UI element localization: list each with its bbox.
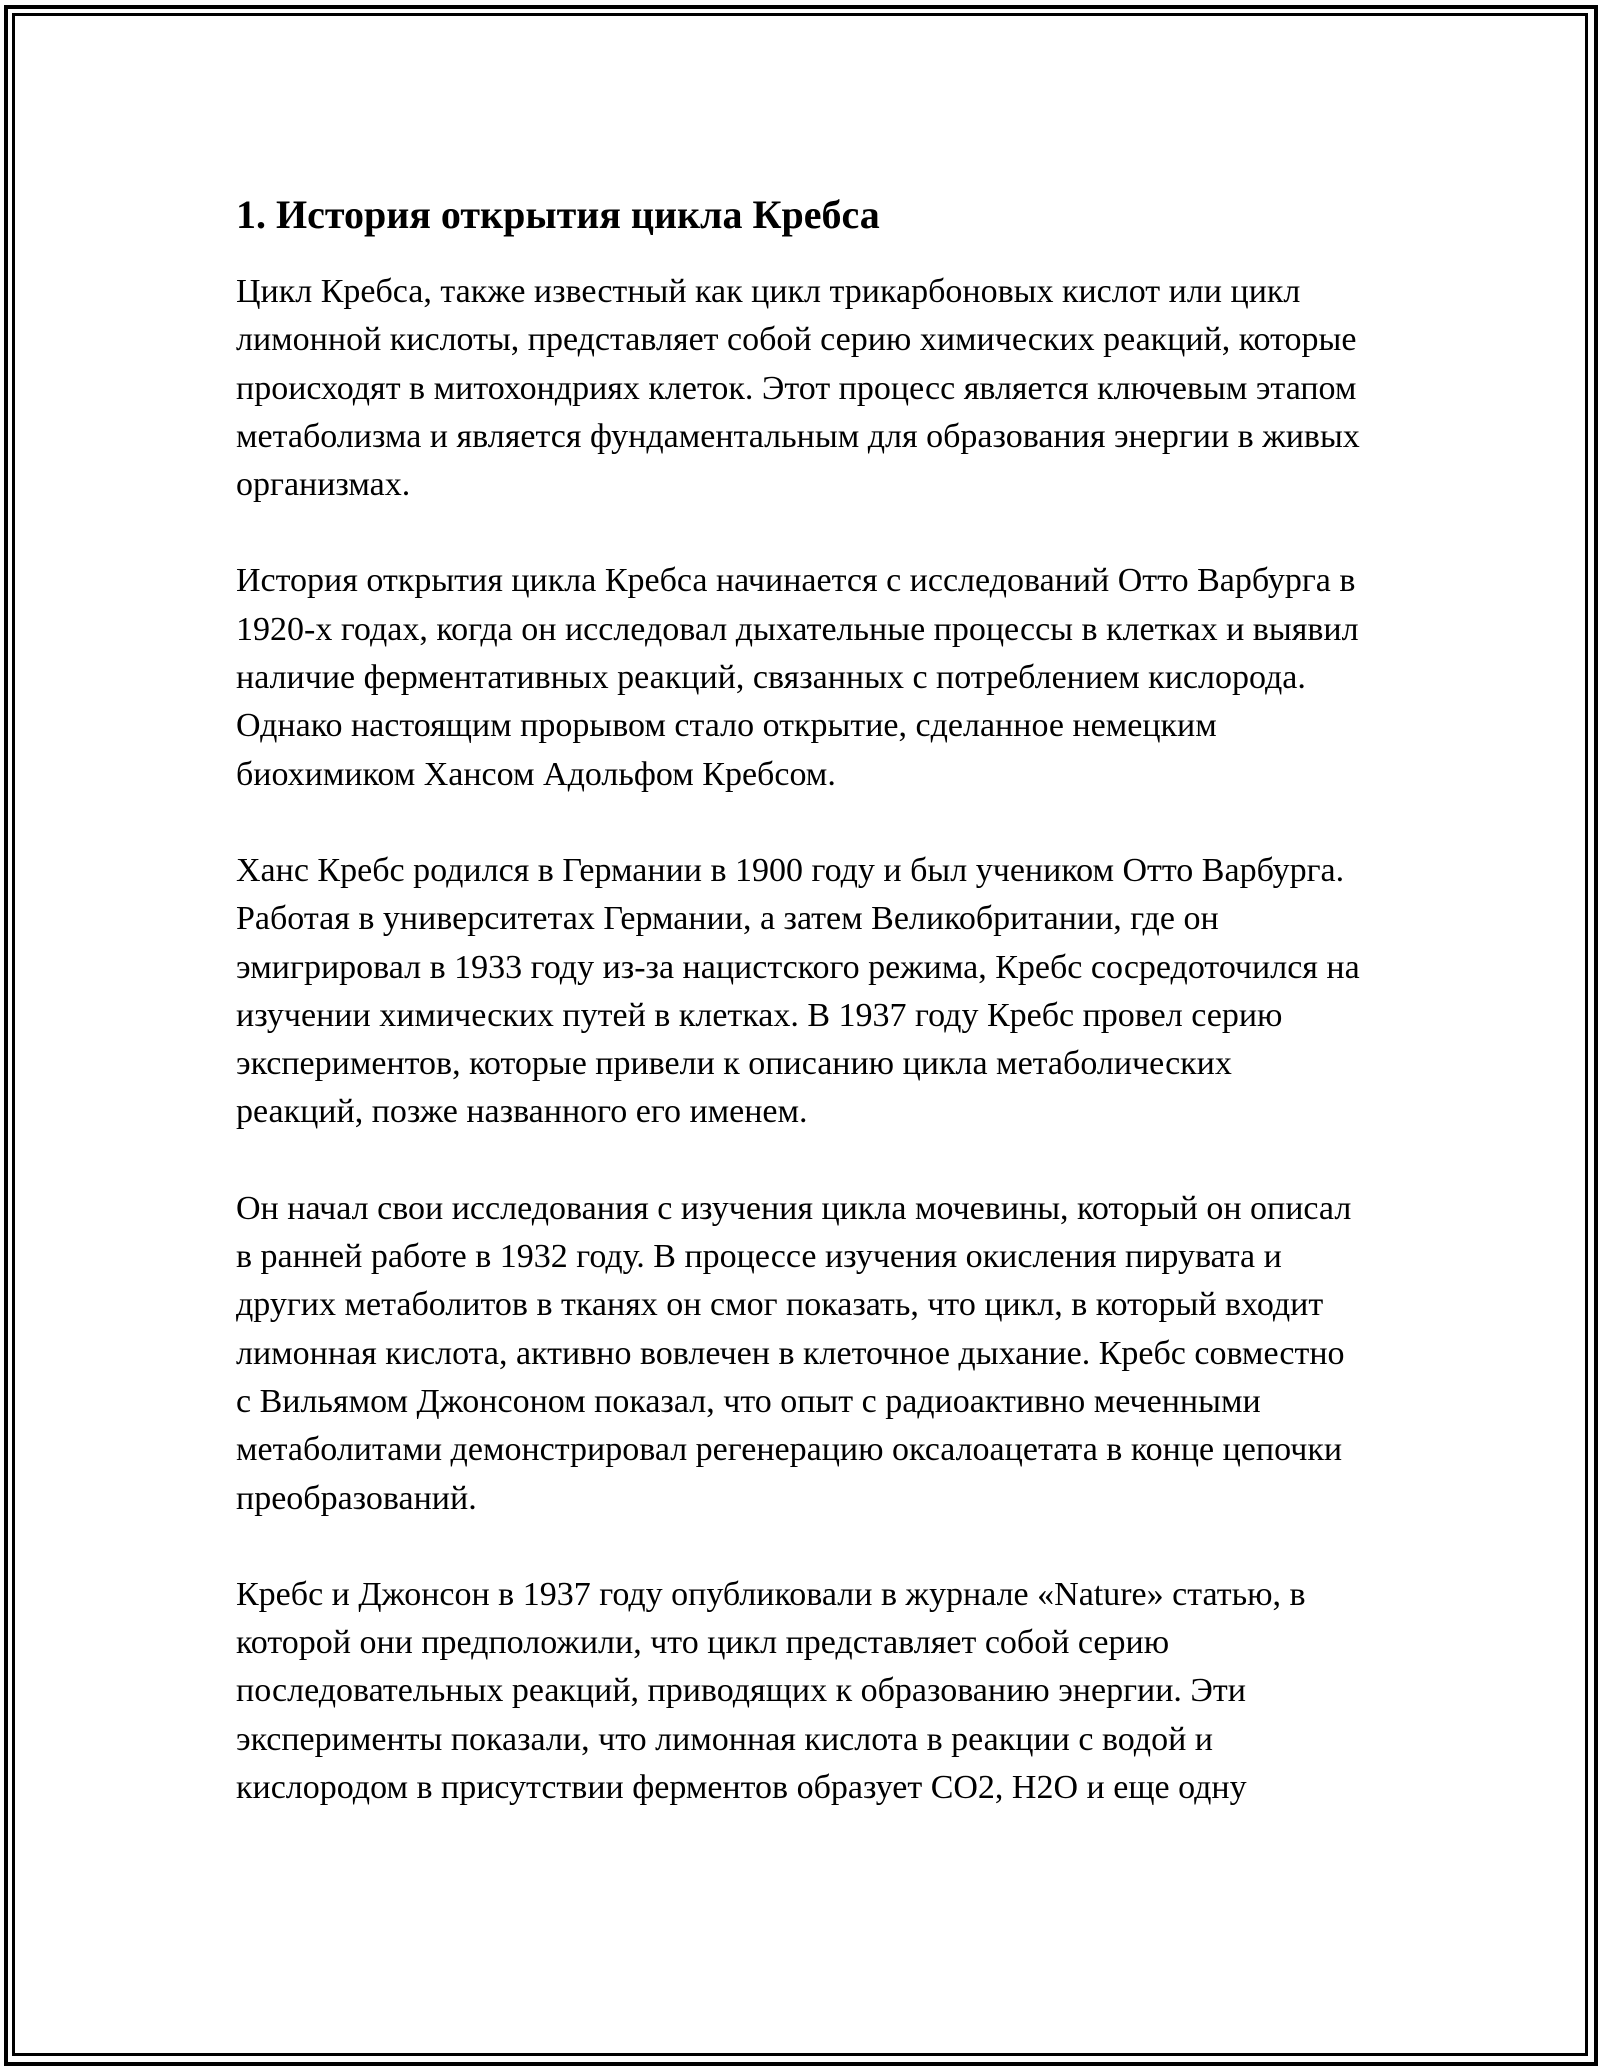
paragraph-urea-cycle: Он начал свои исследования с изучения цикла мочевины, который он описал в ранней работе в 1932 году. В процессе изучения окисления пирувата и других метаболитов в тканях он смог показать, что цикл, в который входит лимонная кислота, активно вовлечен в клеточное дыхание. Кребс совместно с Вильямом Джонсоном показал, что опыт с радиоактивно меченными метаболитами демонстрировал регенерацию оксалоацетата в конце цепочки преобразований. (236, 1189, 1352, 1517)
section-heading: 1. История открытия цикла Кребса (236, 192, 880, 237)
paragraph-nature-publication: Кребс и Джонсон в 1937 году опубликовали в журнале «Nature» статью, в которой они предположили, что цикл представляет собой серию последовательных реакций, приводящих к образованию энергии. Эти эксперименты показали, что лимонная кислота в реакции с водой и кислородом в присутствии ферментов образует CO2, H2O и еще одну (236, 1575, 1306, 1807)
paragraph-warburg: История открытия цикла Кребса начинается с исследований Отто Варбурга в 1920-х годах, когда он исследовал дыхательные процессы в клетках и выявил наличие ферментативных реакций, связанных с потреблением кислорода. Однако настоящим прорывом стало открытие, сделанное немецким биохимиком Хансом Адольфом Кребсом. (236, 562, 1359, 793)
paragraph-intro: Цикл Кребса, также известный как цикл трикарбоновых кислот или цикл лимонной кислоты, представляет собой серию химических реакций, которые происходят в митохондриях клеток. Этот процесс является ключевым этапом метаболизма и является фундаментальным для образования энергии в живых организмах. (236, 273, 1360, 504)
paragraph-krebs-biography: Ханс Кребс родился в Германии в 1900 году и был учеником Отто Варбурга. Работая в университетах Германии, а затем Великобритании, где он эмигрировал в 1933 году из-за нацистского режима, Кребс сосредоточился на изучении химических путей в клетках. В 1937 году Кребс провел серию экспериментов, которые привели к описанию цикла метаболических реакций, позже названного его именем. (236, 851, 1360, 1131)
document-body (236, 180, 1366, 1812)
